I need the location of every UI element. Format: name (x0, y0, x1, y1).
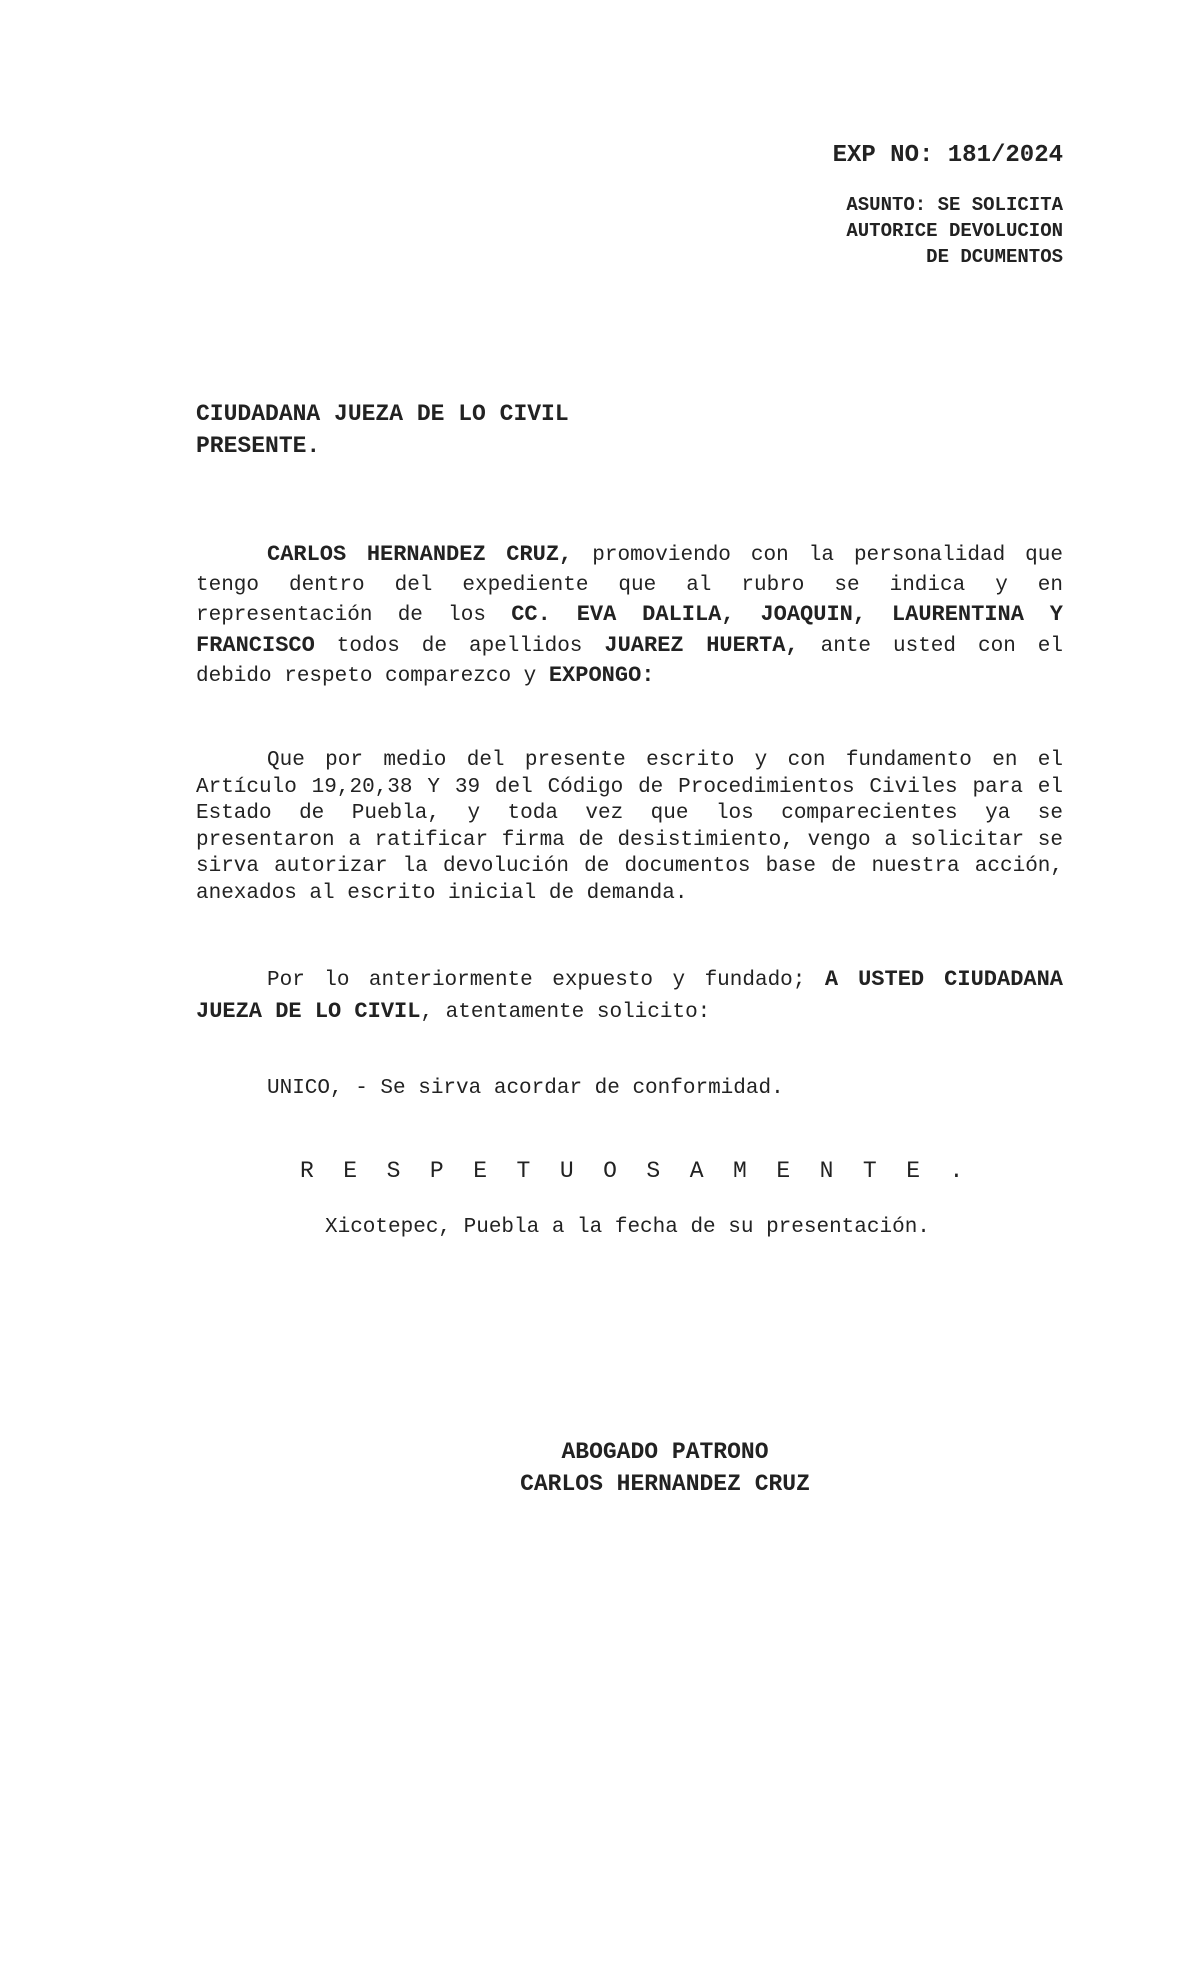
file-number: EXP NO: 181/2024 (832, 142, 1063, 169)
signature-title: ABOGADO PATRONO (561, 1439, 769, 1465)
subject-line: DE DCUMENTOS (926, 246, 1063, 268)
addressee-line: PRESENTE. (196, 433, 321, 459)
subject-block (846, 192, 1063, 270)
petition-point: UNICO, - Se sirva acordar de conformidad. (267, 1077, 784, 1100)
intro-text: todos de apellidos (314, 634, 605, 658)
intro-paragraph (196, 540, 1063, 692)
closing-text: Por lo anteriormente expuesto y fundado; (267, 969, 825, 992)
place-date: Xicotepec, Puebla a la fecha de su presentación. (325, 1216, 930, 1239)
subject-line: ASUNTO: SE SOLICITA (846, 194, 1063, 216)
body-paragraph: Que por medio del presente escrito y con fundamento en el Artículo 19,20,38 Y 39 del Código de Procedimientos Civiles para el Estado de Puebla, y toda vez que los comparecientes ya se presentaron a ratificar firma de desistimiento, vengo a solicitar se sirva autorizar la devolución de documentos base de nuestra acción, anexados al escrito inicial de demanda. (196, 749, 1063, 905)
signature-name: CARLOS HERNANDEZ CRUZ (520, 1471, 810, 1497)
subject-line: AUTORICE DEVOLUCION (846, 220, 1063, 242)
addressee-line: CIUDADANA JUEZA DE LO CIVIL (196, 401, 569, 427)
signature-block (0, 1436, 1200, 1500)
intro-text: promoviendo con la personalidad que tengo dentro del expediente que al rubro se indica y en representación de los (196, 544, 1063, 627)
closing-paragraph (196, 964, 1063, 1028)
intro-text: ante usted con el debido respeto comparezco y (196, 634, 1063, 688)
represented-parties: CC. EVA DALILA, JOAQUIN, LAURENTINA Y FRANCISCO (196, 602, 1064, 658)
represented-surnames: JUAREZ HUERTA, (604, 632, 799, 658)
closing-text: , atentamente solicito: (420, 1001, 711, 1024)
respectfully-line: RESPETUOSAMENTE. (300, 1158, 993, 1184)
expongo-label: EXPONGO: (548, 663, 655, 688)
promoter-name: CARLOS HERNANDEZ CRUZ, (267, 542, 573, 567)
addressee-block (196, 398, 569, 462)
closing-addressee: A USTED CIUDADANA JUEZA DE LO CIVIL (196, 967, 1063, 1024)
